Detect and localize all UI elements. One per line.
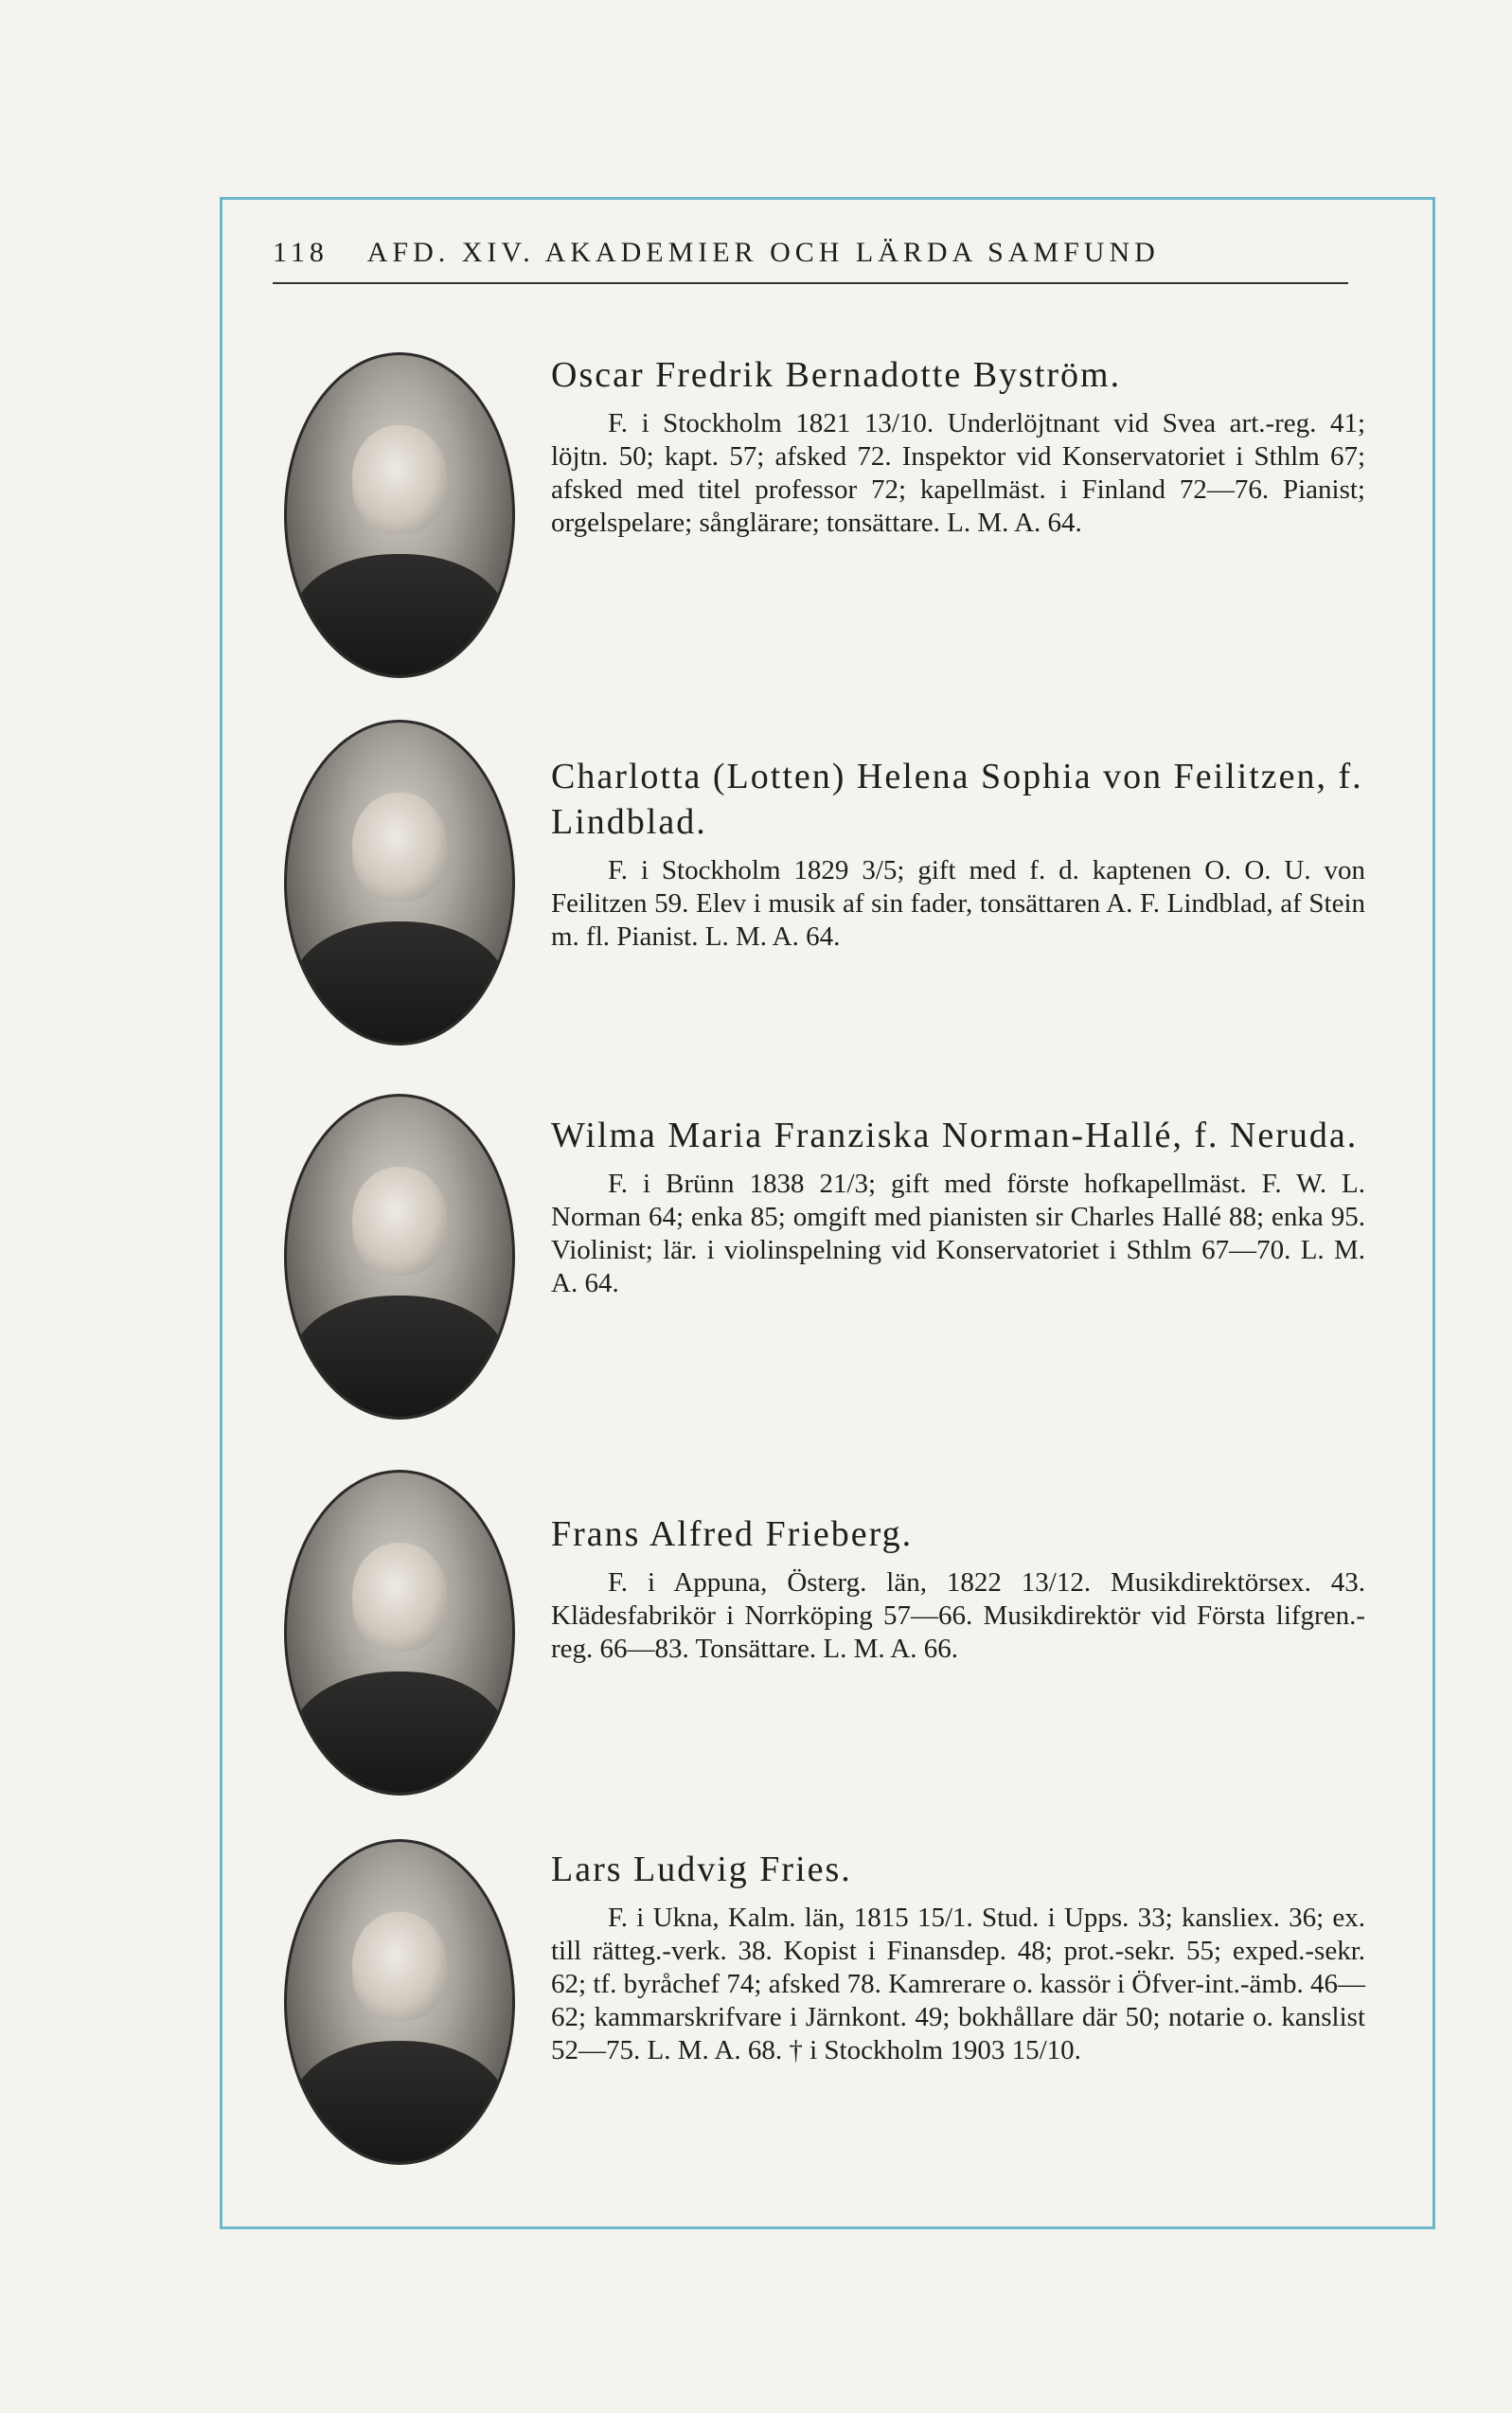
entry-bio: F. i Appuna, Österg. län, 1822 13/12. Musikdirektörsex. 43. Klädesfabrikör i Norrköping 57—66. Musikdirektör vid Första lifgren.-reg. 66—83. Tonsättare. L. M. A. 66. (551, 1567, 1365, 1664)
entry-bio: F. i Brünn 1838 21/3; gift med förste hofkapellmäst. F. W. L. Norman 64; enka 85; omgift med pianisten sir Charles Hallé 88; enka 95. Violinist; lär. i violinspelning vid Konservatoriet i Sthlm 67—70. L. M. A. 64. (551, 1169, 1365, 1298)
entry-name: Charlotta (Lotten) Helena Sophia von Feilitzen, f. Lindblad. (551, 757, 1363, 842)
section-label: AFD. XIV. (366, 237, 535, 268)
portrait-photo (284, 720, 515, 1046)
portrait-photo (284, 352, 515, 678)
portrait-photo (284, 1839, 515, 2165)
entry-bio: F. i Stockholm 1821 13/10. Underlöjtnant vid Svea art.-reg. 41; löjtn. 50; kapt. 57; afsked 72. Inspektor vid Konservatoriet i Sthlm 67; afsked med titel professor 72; kapellmäst. i Finland 72—76. Pianist; orgelspelare; sånglärare; tonsättare. L. M. A. 64. (551, 408, 1365, 538)
portrait-photo (284, 1094, 515, 1420)
page-number: 118 (273, 237, 329, 268)
entry-bio: F. i Ukna, Kalm. län, 1815 15/1. Stud. i Upps. 33; kansliex. 36; ex. till rätteg.-verk. 38. Kopist i Finansdep. 48; prot.-sekr. 55; exped.-sekr. 62; tf. byråchef 74; afsked 78. Kamrerare o. kassör i Öfver-int.-ämb. 46—62; kammarskrifvare i Järnkont. 49; bokhållare där 50; notarie o. kanslist 52—75. L. M. A. 68. † i Stockholm 1903 15/10. (551, 1903, 1365, 2065)
portrait-photo (284, 1470, 515, 1796)
entry-name: Frans Alfred Frieberg. (551, 1514, 914, 1554)
entry-name: Lars Ludvig Fries. (551, 1850, 852, 1889)
entry-name: Oscar Fredrik Bernadotte Byström. (551, 355, 1122, 395)
entry-name: Wilma Maria Franziska Norman-Hallé, f. Neruda. (551, 1116, 1359, 1155)
section-title: AKADEMIER OCH LÄRDA SAMFUND (544, 237, 1160, 268)
running-head (273, 237, 1348, 284)
entry-bio: F. i Stockholm 1829 3/5; gift med f. d. kaptenen O. O. U. von Feilitzen 59. Elev i musik af sin fader, tonsättaren A. F. Lindblad, af Stein m. fl. Pianist. L. M. A. 64. (551, 855, 1365, 952)
